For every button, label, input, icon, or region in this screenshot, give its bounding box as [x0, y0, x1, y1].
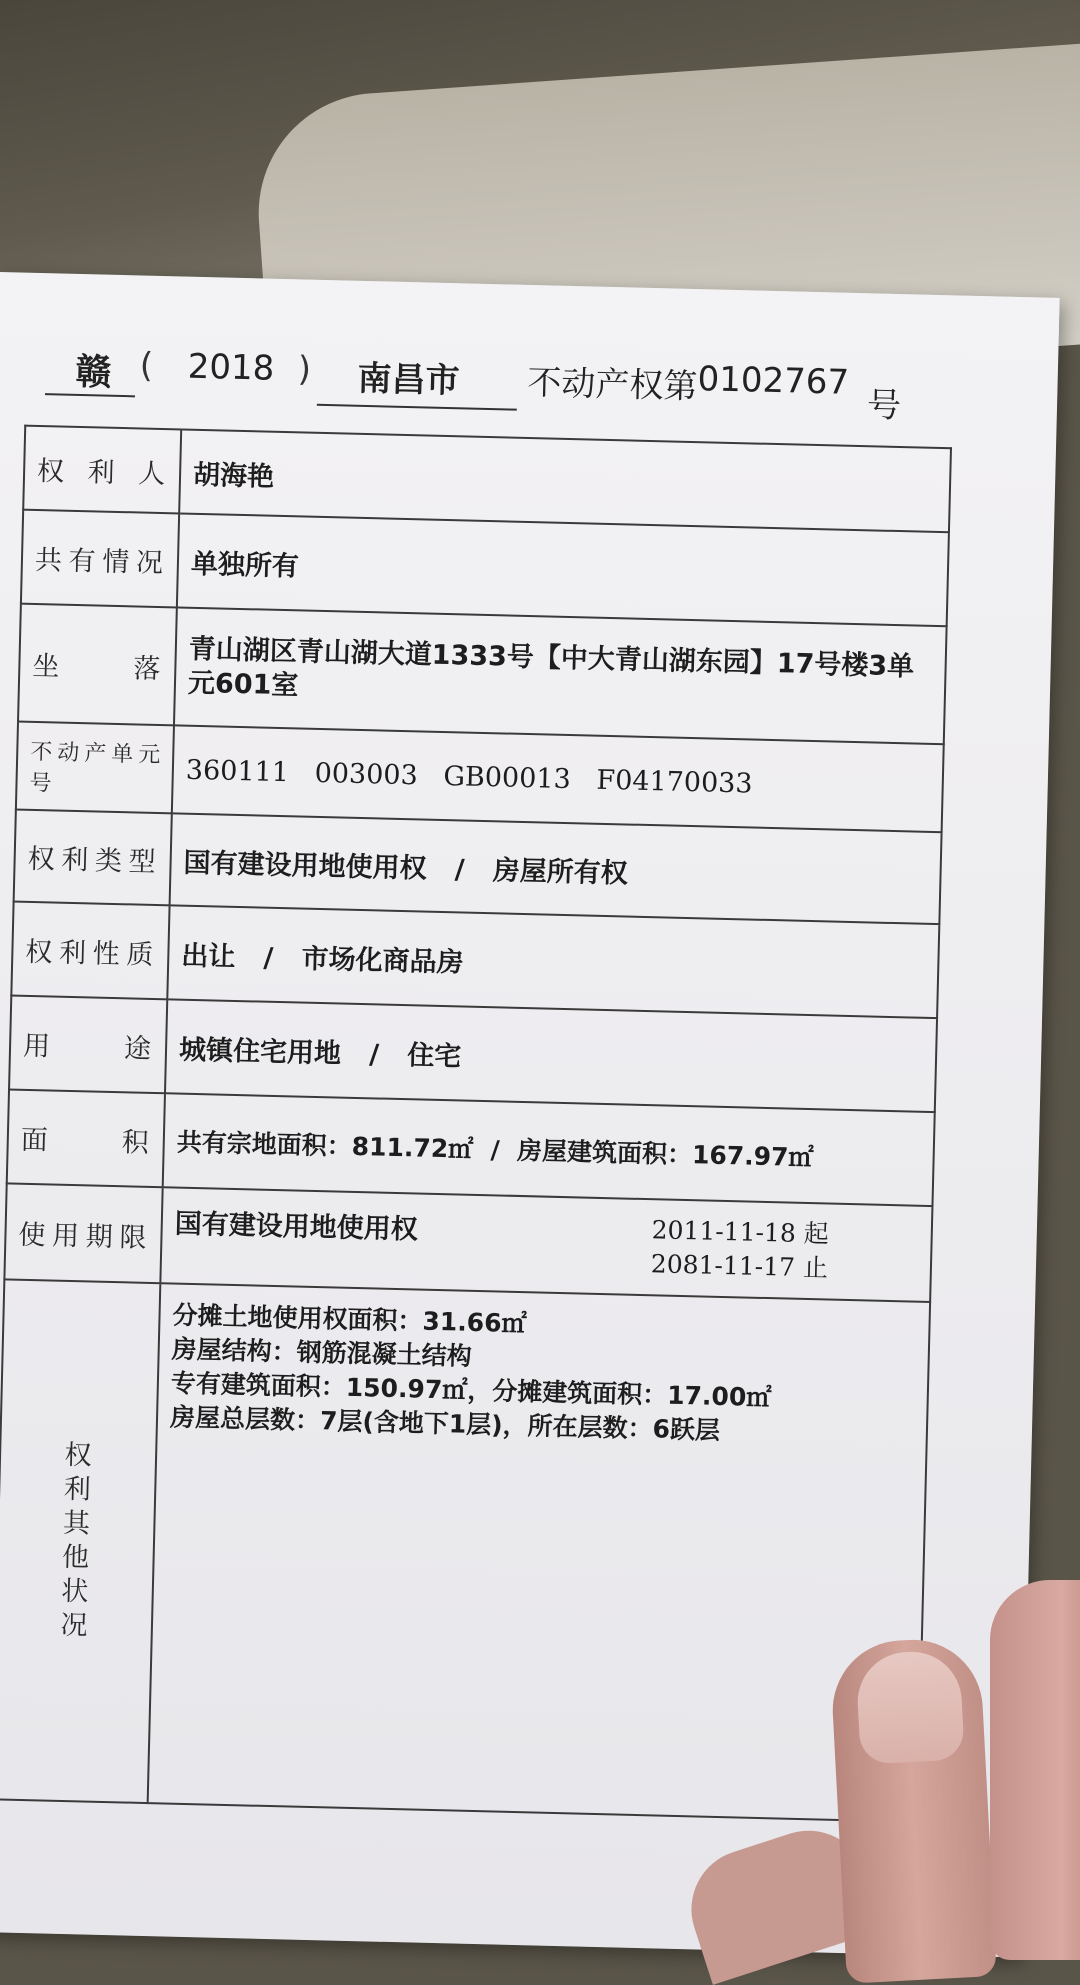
city-underline [317, 404, 517, 411]
finger-right [990, 1580, 1080, 1960]
owner-value: 胡海艳 [179, 429, 951, 532]
paren-open: ( [139, 345, 154, 386]
usage-value: 城镇住宅用地 / 住宅 [165, 999, 937, 1112]
certificate-header [37, 343, 978, 426]
row-label: 权利人 [23, 426, 181, 514]
term-value: 国有建设用地使用权 [174, 1208, 419, 1246]
row-label: 不动产单元号 [16, 722, 174, 814]
location-value: 青山湖区青山湖大道1333号【中大青山湖东园】17号楼3单元601室 [174, 607, 947, 744]
note-line: 房屋总层数：7层(含地下1层)，所在层数：6跃层 [169, 1402, 721, 1445]
other-status-label [0, 1279, 160, 1803]
ownership-value: 单独所有 [177, 513, 949, 626]
certificate-type: 不动产权第 [526, 362, 698, 408]
row-label: 共有情况 [21, 510, 179, 608]
label-char: 状 [60, 1575, 89, 1608]
row-label: 面积 [7, 1089, 165, 1187]
year: 2018 [187, 346, 275, 389]
certificate-number: 0102767 [697, 359, 850, 403]
label-char: 他 [61, 1541, 90, 1574]
table-row [18, 604, 947, 745]
unit-number-value: 360111 003003 GB00013 F04170033 [172, 725, 944, 832]
row-label: 权利类型 [14, 810, 172, 906]
row-label: 坐落 [18, 604, 177, 726]
note-line: 分摊土地使用权面积：31.66㎡ [172, 1300, 527, 1339]
note-line: 专有建筑面积：150.97㎡，分摊建筑面积：17.00㎡ [170, 1368, 772, 1413]
row-label: 使用期限 [4, 1183, 162, 1283]
city: 南昌市 [357, 358, 460, 402]
number-suffix: 号 [866, 385, 902, 427]
right-nature-value: 出让 / 市场化商品房 [167, 905, 939, 1018]
term-end-date: 2081-11-17 止 [650, 1249, 829, 1283]
other-status-value [148, 1283, 930, 1822]
label-char: 权 [64, 1439, 92, 1472]
label-char: 其 [62, 1507, 91, 1540]
row-label: 权利性质 [11, 902, 169, 1000]
term-start-date: 2011-11-18 起 [651, 1215, 830, 1249]
province-abbr: 赣 [75, 351, 113, 394]
right-type-value: 国有建设用地使用权 / 房屋所有权 [170, 813, 942, 924]
term-cell [160, 1187, 932, 1302]
area-value: 共有宗地面积：811.72㎡ / 房屋建筑面积：167.97㎡ [163, 1093, 935, 1206]
row-label: 用途 [9, 995, 167, 1093]
province-underline [45, 393, 135, 397]
label-char: 利 [63, 1473, 92, 1506]
registration-table [0, 425, 952, 1823]
paren-close: ) [297, 349, 312, 390]
note-line: 房屋结构：钢筋混凝土结构 [171, 1334, 473, 1371]
table-row [0, 1279, 930, 1821]
term-dates [650, 1213, 829, 1285]
label-char: 况 [60, 1609, 88, 1642]
